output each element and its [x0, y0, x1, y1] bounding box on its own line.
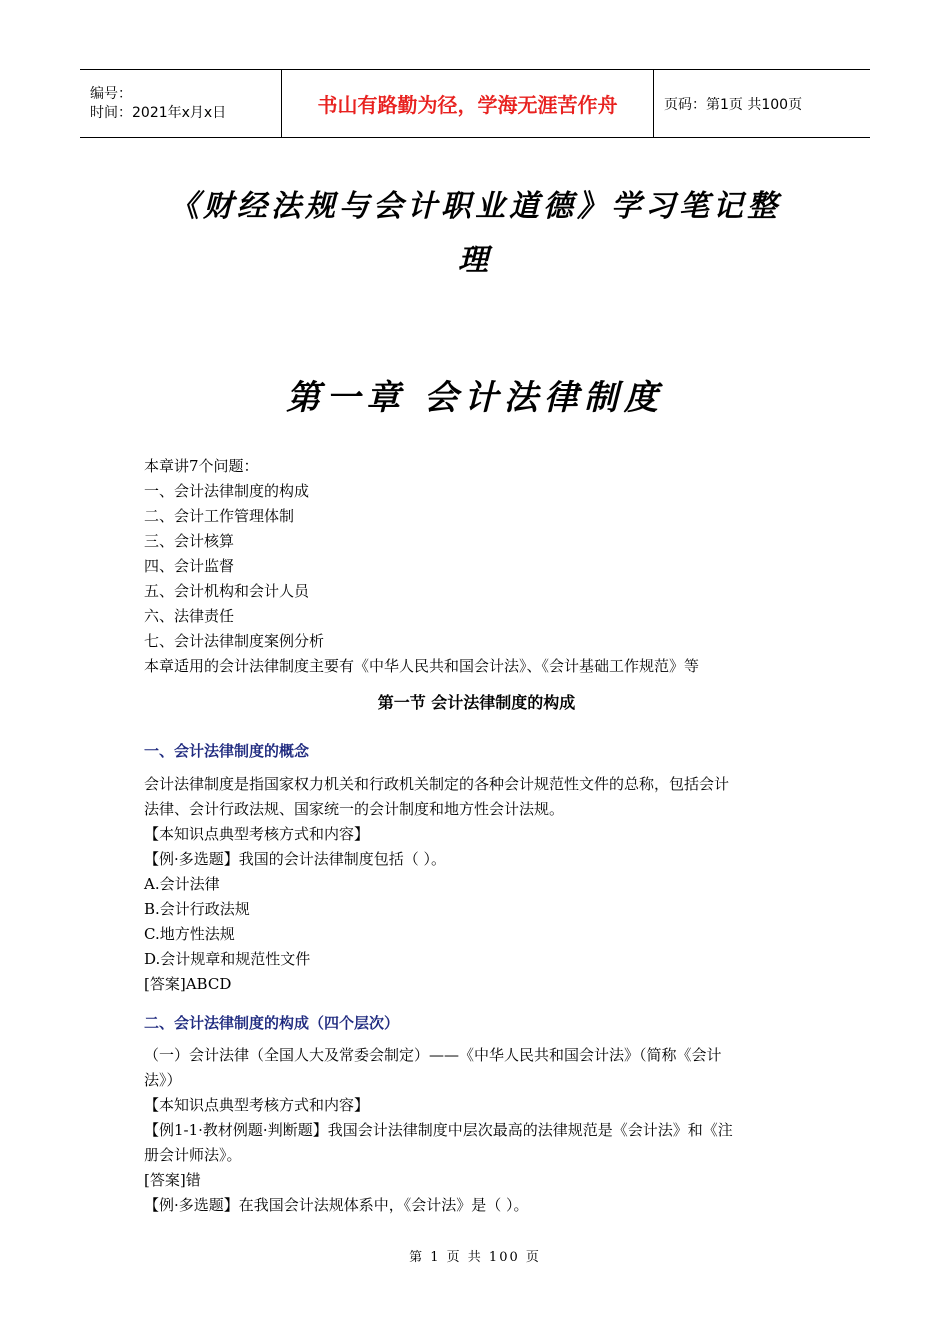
motto: 书山有路勤为径，学海无涯苦作舟 — [317, 93, 618, 117]
body-line: （一）会计法律（全国人大及常委会制定）——《中华人民共和国会计法》（简称《会计 — [144, 1046, 722, 1064]
subsection-heading: 二、会计法律制度的构成（四个层次） — [144, 1014, 400, 1032]
intro-line: 六、法律责任 — [144, 607, 235, 625]
body-line: 【例·多选题】在我国会计法规体系中，《会计法》是（ ）。 — [144, 1196, 529, 1214]
intro-line: 七、会计法律制度案例分析 — [144, 632, 325, 650]
subsection-body — [144, 772, 809, 997]
header-page-cell — [654, 70, 870, 137]
body-line: 【本知识点典型考核方式和内容】 — [144, 1096, 370, 1114]
subsection-body — [144, 1043, 809, 1218]
body-line: 法律、会计行政法规、国家统一的会计制度和地方性会计法规。 — [144, 800, 565, 818]
document-title — [140, 180, 810, 288]
document-title-line-1: 《财经法规与会计职业道德》学习笔记整 — [169, 189, 781, 224]
page-label: 页码：第1页 共100页 — [664, 96, 803, 113]
page-header — [80, 69, 870, 138]
header-motto-cell — [281, 70, 654, 137]
section-title: 第一节 会计法律制度的构成 — [377, 693, 576, 712]
intro-line: 五、会计机构和会计人员 — [144, 582, 310, 600]
chapter-intro — [144, 454, 809, 679]
body-line: 【例1-1·教材例题·判断题】我国会计法律制度中层次最高的法律规范是《会计法》和《注 — [144, 1121, 733, 1139]
intro-line: 本章讲7个问题： — [144, 457, 259, 475]
intro-line: 三、会计核算 — [144, 532, 235, 550]
chapter-title: 第一章 会计法律制度 — [286, 378, 664, 418]
body-line: 法》） — [144, 1071, 182, 1089]
body-line: B.会计行政法规 — [144, 900, 250, 918]
body-line: [答案]ABCD — [144, 975, 232, 993]
document-title-line-2: 理 — [458, 243, 492, 278]
body-line: D.会计规章和规范性文件 — [144, 950, 311, 968]
body-line: A.会计法律 — [144, 875, 220, 893]
body-line: 会计法律制度是指国家权力机关和行政机关制定的各种会计规范性文件的总称，包括会计 — [144, 775, 730, 793]
body-line: 【本知识点典型考核方式和内容】 — [144, 825, 370, 843]
body-line: 册会计师法》。 — [144, 1146, 242, 1164]
intro-line: 四、会计监督 — [144, 557, 235, 575]
body-line: C.地方性法规 — [144, 925, 235, 943]
body-line: [答案]错 — [144, 1171, 201, 1189]
time-label: 时间：2021年x月x日 — [90, 104, 227, 121]
subsection-heading: 一、会计法律制度的概念 — [144, 742, 310, 760]
intro-line: 二、会计工作管理体制 — [144, 507, 295, 525]
intro-line: 一、会计法律制度的构成 — [144, 482, 310, 500]
header-meta — [80, 70, 281, 137]
number-label: 编号： — [90, 85, 132, 102]
intro-line: 本章适用的会计法律制度主要有《中华人民共和国会计法》、《会计基础工作规范》等 — [144, 657, 700, 675]
body-line: 【例·多选题】我国的会计法律制度包括（ ）。 — [144, 850, 447, 868]
page-footer: 第 1 页 共 100 页 — [409, 1250, 541, 1265]
